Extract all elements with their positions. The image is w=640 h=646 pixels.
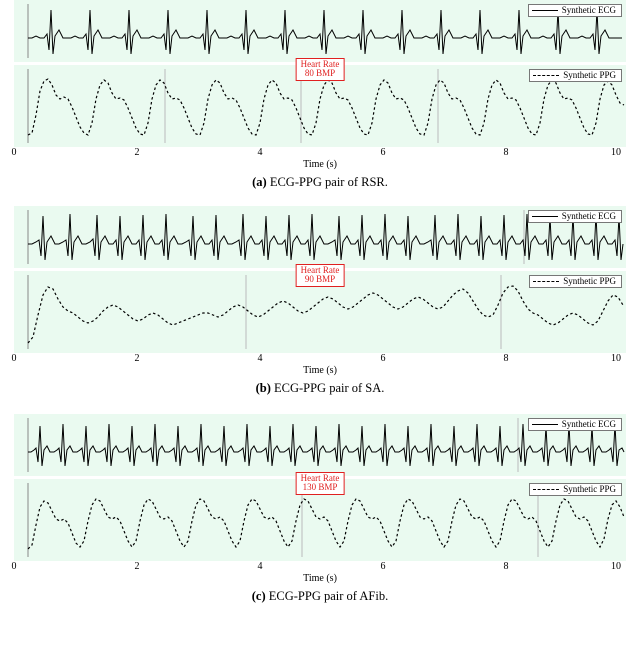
caption-text: ECG-PPG pair of AFib. (268, 589, 389, 603)
heart-rate-value: 130 BMP (302, 482, 338, 493)
x-tick-6: 6 (380, 147, 386, 158)
legend-ecg-sa (528, 210, 622, 223)
x-tick-10: 10 (611, 353, 621, 364)
panel-pair-afib (14, 414, 626, 561)
figure-panel-rsr (0, 0, 640, 190)
x-tick-6: 6 (380, 353, 386, 364)
legend-ecg-afib (528, 418, 622, 431)
x-tick-10: 10 (611, 561, 621, 572)
solid-line-swatch-icon (532, 421, 558, 428)
x-tick-8: 8 (503, 147, 509, 158)
heart-rate-title: Heart Rate (300, 473, 340, 483)
legend-ppg-sa (529, 275, 622, 288)
dashed-line-swatch-icon (533, 486, 559, 493)
heart-rate-title: Heart Rate (300, 265, 340, 275)
legend-label-ppg: Synthetic PPG (563, 484, 616, 494)
dashed-line-swatch-icon (533, 72, 559, 79)
legend-ppg-rsr (529, 69, 622, 82)
ecg-plot-rsr (14, 0, 626, 62)
panel-pair-sa (14, 206, 626, 353)
heart-rate-badge-rsr (296, 58, 345, 81)
x-tick-4: 4 (257, 561, 263, 572)
x-tick-0: 0 (11, 353, 17, 364)
heart-rate-value: 90 BMP (304, 274, 336, 285)
caption-label: (a) (252, 175, 267, 189)
solid-line-swatch-icon (532, 7, 558, 14)
x-tick-8: 8 (503, 561, 509, 572)
x-axis-sa (11, 353, 626, 379)
solid-line-swatch-icon (532, 213, 558, 220)
x-tick-4: 4 (257, 147, 263, 158)
x-axis-label: Time (s) (303, 573, 337, 584)
legend-label-ppg: Synthetic PPG (563, 276, 616, 286)
x-tick-2: 2 (134, 353, 140, 364)
heart-rate-title: Heart Rate (300, 59, 340, 69)
x-tick-4: 4 (257, 353, 263, 364)
caption-text: ECG-PPG pair of SA. (273, 381, 385, 395)
heart-rate-badge-afib (296, 472, 345, 495)
legend-label-ecg: Synthetic ECG (561, 211, 616, 221)
caption-text: ECG-PPG pair of RSR. (269, 175, 388, 189)
panel-pair-rsr (14, 0, 626, 147)
x-tick-6: 6 (380, 561, 386, 572)
x-axis-rsr (11, 147, 626, 173)
dashed-line-swatch-icon (533, 278, 559, 285)
ecg-plot-sa (14, 206, 626, 268)
x-axis-label: Time (s) (303, 159, 337, 170)
caption-label: (b) (255, 381, 271, 395)
caption-rsr (0, 175, 640, 190)
caption-afib (0, 589, 640, 604)
legend-label-ecg: Synthetic ECG (561, 5, 616, 15)
x-axis-label: Time (s) (303, 365, 337, 376)
x-tick-0: 0 (11, 561, 17, 572)
x-tick-2: 2 (134, 561, 140, 572)
x-tick-2: 2 (134, 147, 140, 158)
heart-rate-badge-sa (296, 264, 345, 287)
legend-ecg-rsr (528, 4, 622, 17)
heart-rate-value: 80 BMP (304, 68, 336, 79)
legend-ppg-afib (529, 483, 622, 496)
legend-label-ppg: Synthetic PPG (563, 70, 616, 80)
x-axis-afib (11, 561, 626, 587)
x-tick-0: 0 (11, 147, 17, 158)
legend-label-ecg: Synthetic ECG (561, 419, 616, 429)
caption-label: (c) (251, 589, 266, 603)
x-tick-8: 8 (503, 353, 509, 364)
figure-panel-afib (0, 414, 640, 604)
figure-panel-sa (0, 206, 640, 396)
ecg-plot-afib (14, 414, 626, 476)
x-tick-10: 10 (611, 147, 621, 158)
caption-sa (0, 381, 640, 396)
